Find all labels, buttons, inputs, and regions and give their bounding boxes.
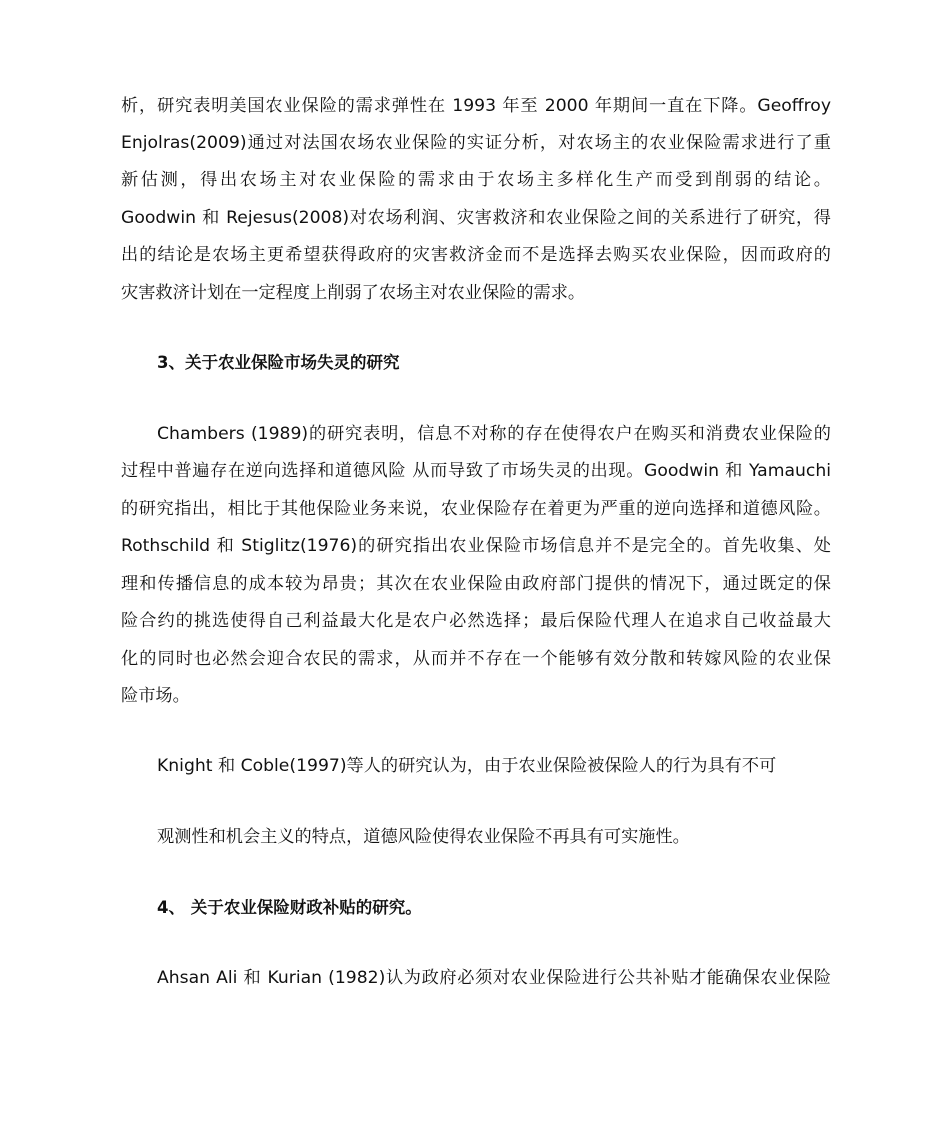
paragraph-1-line-5: 出的结论是农场主更希望获得政府的灾害救济金而不是选择去购买农业保险，因而政府的: [121, 245, 831, 265]
paragraph-2-line-4: Rothschild 和 Stiglitz(1976)的研究指出农业保险市场信息并不是完全的。首先收集、处: [121, 536, 831, 556]
paragraph-2-line-1: Chambers (1989)的研究表明，信息不对称的存在使得农户在购买和消费农业保险的: [157, 424, 831, 444]
paragraph-2-line-7: 化的同时也必然会迎合农民的需求，从而并不存在一个能够有效分散和转嫁风险的农业保: [121, 649, 831, 669]
paragraph-2-line-8: 险市场。: [121, 686, 190, 706]
paragraph-2-line-5: 理和传播信息的成本较为昂贵；其次在农业保险由政府部门提供的情况下，通过既定的保: [121, 574, 831, 594]
paragraph-2-line-6: 险合约的挑选使得自己利益最大化是农户必然选择；最后保险代理人在追求自己收益最大: [121, 611, 831, 631]
section-heading-4: 4、 关于农业保险财政补贴的研究。: [157, 898, 422, 917]
paragraph-3-line-2: 观测性和机会主义的特点，道德风险使得农业保险不再具有可实施性。: [157, 827, 690, 847]
paragraph-1-line-3: 新估测，得出农场主对农业保险的需求由于农场主多样化生产而受到削弱的结论。: [121, 170, 831, 190]
paragraph-1-line-4: Goodwin 和 Rejesus(2008)对农场利润、灾害救济和农业保险之间的关系进行了研究，得: [121, 208, 831, 228]
paragraph-2-line-3: 的研究指出，相比于其他保险业务来说，农业保险存在着更为严重的逆向选择和道德风险。: [121, 499, 831, 519]
paragraph-3-line-1: Knight 和 Coble(1997)等人的研究认为，由于农业保险被保险人的行为具有不可: [157, 756, 777, 776]
paragraph-2-line-2: 过程中普遍存在逆向选择和道德风险 从而导致了市场失灵的出现。Goodwin 和 Yamauchi: [121, 461, 831, 481]
paragraph-1-line-1: 析，研究表明美国农业保险的需求弹性在 1993 年至 2000 年期间一直在下降。Geoffroy: [121, 96, 831, 116]
paragraph-1-line-6: 灾害救济计划在一定程度上削弱了农场主对农业保险的需求。: [121, 283, 586, 303]
paragraph-1-line-2: Enjolras(2009)通过对法国农场农业保险的实证分析，对农场主的农业保险需求进行了重: [121, 133, 831, 153]
section-heading-3: 3、关于农业保险市场失灵的研究: [157, 353, 400, 372]
paragraph-4-line-1: Ahsan Ali 和 Kurian (1982)认为政府必须对农业保险进行公共补贴才能确保农业保险: [157, 968, 831, 988]
